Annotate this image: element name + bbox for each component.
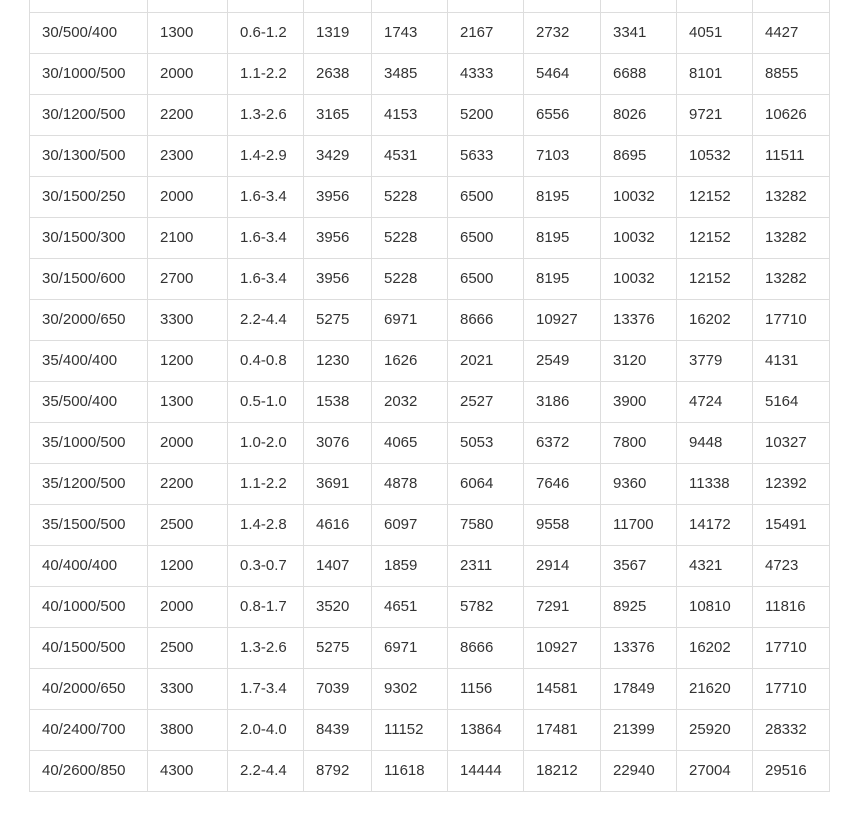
table-cell: 3429 (304, 136, 372, 177)
table-cell: 2527 (448, 382, 524, 423)
table-cell: 11152 (372, 710, 448, 751)
table-cell: 16202 (677, 300, 753, 341)
table-cell: 10927 (524, 300, 601, 341)
table-cell: 4153 (372, 95, 448, 136)
table-cell: 17710 (753, 628, 830, 669)
table-row (30, 136, 830, 177)
table-cell: 2300 (148, 136, 228, 177)
table-cell: 10032 (601, 218, 677, 259)
table-cell: 3567 (601, 546, 677, 587)
table-cell: 30/500/400 (30, 13, 148, 54)
table-row (30, 13, 830, 54)
table-cell: 5275 (304, 300, 372, 341)
table-cell: 5228 (372, 259, 448, 300)
table-cell: 35/1500/500 (30, 505, 148, 546)
table-cell: 12392 (753, 464, 830, 505)
table-cell: 1300 (148, 13, 228, 54)
table-cell: 8695 (601, 136, 677, 177)
table-cell: 27004 (677, 751, 753, 792)
table-cell: 2200 (148, 464, 228, 505)
table-cell: 1.6-3.4 (228, 259, 304, 300)
table-row (30, 382, 830, 423)
table-cell: 2638 (304, 54, 372, 95)
table-cell: 2100 (148, 218, 228, 259)
table-cell: 13864 (448, 710, 524, 751)
table-cell: 2000 (148, 54, 228, 95)
table-cell: 1.6-3.4 (228, 177, 304, 218)
table-cell: 3800 (148, 710, 228, 751)
table-cell: 2167 (448, 13, 524, 54)
table-cell: 12152 (677, 218, 753, 259)
table-cell: 25920 (677, 710, 753, 751)
table-cell: 14172 (677, 505, 753, 546)
table-cell: 1200 (148, 341, 228, 382)
table-cell: 10810 (677, 587, 753, 628)
table-cell: 0.6-1.2 (228, 13, 304, 54)
table-cell: 6556 (524, 95, 601, 136)
table-cell: 6500 (448, 259, 524, 300)
table-cell: 30/1500/600 (30, 259, 148, 300)
table-cell: 9558 (524, 505, 601, 546)
spec-table-container (29, 0, 829, 792)
table-cell: 35/400/400 (30, 341, 148, 382)
table-cell: 3300 (148, 669, 228, 710)
table-cell: 2.0-4.0 (228, 710, 304, 751)
table-cell: 2021 (448, 341, 524, 382)
table-cell: 2311 (448, 546, 524, 587)
table-row (30, 751, 830, 792)
table-cell: 22940 (601, 751, 677, 792)
table-cell (148, 0, 228, 13)
table-cell: 3165 (304, 95, 372, 136)
table-cell: 2000 (148, 423, 228, 464)
table-cell: 5164 (753, 382, 830, 423)
table-cell: 7580 (448, 505, 524, 546)
table-cell: 30/2000/650 (30, 300, 148, 341)
table-cell: 4616 (304, 505, 372, 546)
table-cell: 4333 (448, 54, 524, 95)
table-cell: 14444 (448, 751, 524, 792)
table-cell: 0.8-1.7 (228, 587, 304, 628)
table-cell: 3076 (304, 423, 372, 464)
table-cell: 1230 (304, 341, 372, 382)
table-row (30, 300, 830, 341)
table-cell: 3779 (677, 341, 753, 382)
table-cell: 4051 (677, 13, 753, 54)
table-cell: 1626 (372, 341, 448, 382)
table-row (30, 95, 830, 136)
table-cell: 1.0-2.0 (228, 423, 304, 464)
table-cell: 40/2600/850 (30, 751, 148, 792)
table-cell: 6064 (448, 464, 524, 505)
table-cell: 4065 (372, 423, 448, 464)
table-cell: 1200 (148, 546, 228, 587)
table-cell: 17710 (753, 669, 830, 710)
table-cell: 7646 (524, 464, 601, 505)
table-cell: 4531 (372, 136, 448, 177)
table-cell (677, 0, 753, 13)
table-cell: 2032 (372, 382, 448, 423)
table-cell: 3956 (304, 218, 372, 259)
table-cell: 21620 (677, 669, 753, 710)
table-cell: 12152 (677, 259, 753, 300)
table-cell: 8101 (677, 54, 753, 95)
table-cell: 2732 (524, 13, 601, 54)
table-cell: 5053 (448, 423, 524, 464)
table-cell: 9721 (677, 95, 753, 136)
table-cell: 3341 (601, 13, 677, 54)
table-cell: 9448 (677, 423, 753, 464)
table-cell: 29516 (753, 751, 830, 792)
table-cell: 3956 (304, 177, 372, 218)
table-cell: 30/1500/300 (30, 218, 148, 259)
table-cell: 1.1-2.2 (228, 464, 304, 505)
table-cell: 11511 (753, 136, 830, 177)
table-cell: 4427 (753, 13, 830, 54)
table-cell: 18212 (524, 751, 601, 792)
table-cell: 10532 (677, 136, 753, 177)
table-cell: 3956 (304, 259, 372, 300)
table-cell: 6500 (448, 177, 524, 218)
table-cell: 11700 (601, 505, 677, 546)
table-cell: 40/400/400 (30, 546, 148, 587)
table-cell: 8195 (524, 259, 601, 300)
table-cell: 13282 (753, 218, 830, 259)
table-cell: 5633 (448, 136, 524, 177)
table-cell: 1300 (148, 382, 228, 423)
table-cell: 1538 (304, 382, 372, 423)
table-cell: 5228 (372, 177, 448, 218)
table-cell: 15491 (753, 505, 830, 546)
table-cell: 1.1-2.2 (228, 54, 304, 95)
table-cell: 17710 (753, 300, 830, 341)
table-cell: 8855 (753, 54, 830, 95)
table-cell: 14581 (524, 669, 601, 710)
table-row (30, 259, 830, 300)
table-cell (372, 0, 448, 13)
table-cell: 13376 (601, 628, 677, 669)
table-cell: 1859 (372, 546, 448, 587)
table-cell (304, 0, 372, 13)
table-cell: 30/1200/500 (30, 95, 148, 136)
table-cell: 40/1500/500 (30, 628, 148, 669)
table-cell: 10327 (753, 423, 830, 464)
table-cell: 2.2-4.4 (228, 300, 304, 341)
table-cell: 3900 (601, 382, 677, 423)
table-cell: 5275 (304, 628, 372, 669)
table-cell: 9302 (372, 669, 448, 710)
table-cell: 2.2-4.4 (228, 751, 304, 792)
table-cell (601, 0, 677, 13)
table-cell: 10927 (524, 628, 601, 669)
table-cell: 6688 (601, 54, 677, 95)
table-cell: 2000 (148, 587, 228, 628)
table-cell: 4321 (677, 546, 753, 587)
table-cell: 8195 (524, 218, 601, 259)
table-cell: 10626 (753, 95, 830, 136)
table-cell: 1319 (304, 13, 372, 54)
table-row (30, 0, 830, 13)
table-cell: 0.3-0.7 (228, 546, 304, 587)
table-cell: 35/1000/500 (30, 423, 148, 464)
table-cell: 8666 (448, 628, 524, 669)
table-cell: 4724 (677, 382, 753, 423)
table-cell: 1.3-2.6 (228, 628, 304, 669)
table-cell: 4131 (753, 341, 830, 382)
table-cell: 11816 (753, 587, 830, 628)
table-cell: 6372 (524, 423, 601, 464)
table-row (30, 177, 830, 218)
table-cell: 11618 (372, 751, 448, 792)
spec-table (29, 0, 830, 792)
table-cell: 4300 (148, 751, 228, 792)
table-cell: 35/1200/500 (30, 464, 148, 505)
table-cell: 9360 (601, 464, 677, 505)
table-cell: 5228 (372, 218, 448, 259)
table-cell: 1156 (448, 669, 524, 710)
table-cell: 3485 (372, 54, 448, 95)
table-cell: 6971 (372, 300, 448, 341)
table-cell: 7103 (524, 136, 601, 177)
table-cell: 1.4-2.9 (228, 136, 304, 177)
table-cell: 13376 (601, 300, 677, 341)
table-row (30, 710, 830, 751)
table-cell: 8439 (304, 710, 372, 751)
table-row (30, 628, 830, 669)
table-row (30, 54, 830, 95)
table-cell: 3186 (524, 382, 601, 423)
table-cell (524, 0, 601, 13)
table-cell: 4723 (753, 546, 830, 587)
table-cell: 8195 (524, 177, 601, 218)
table-cell: 2200 (148, 95, 228, 136)
table-cell: 40/2400/700 (30, 710, 148, 751)
table-cell: 28332 (753, 710, 830, 751)
table-cell: 1.3-2.6 (228, 95, 304, 136)
table-cell: 6097 (372, 505, 448, 546)
table-cell (30, 0, 148, 13)
table-cell: 2914 (524, 546, 601, 587)
table-row (30, 464, 830, 505)
table-cell: 7800 (601, 423, 677, 464)
table-cell: 13282 (753, 259, 830, 300)
table-cell: 6500 (448, 218, 524, 259)
table-cell (448, 0, 524, 13)
table-cell: 1.7-3.4 (228, 669, 304, 710)
table-cell: 0.5-1.0 (228, 382, 304, 423)
table-body (30, 0, 830, 792)
table-cell: 1.6-3.4 (228, 218, 304, 259)
table-cell (753, 0, 830, 13)
table-cell: 11338 (677, 464, 753, 505)
table-cell: 3300 (148, 300, 228, 341)
table-cell: 17849 (601, 669, 677, 710)
table-cell: 17481 (524, 710, 601, 751)
table-cell: 4878 (372, 464, 448, 505)
table-row (30, 505, 830, 546)
table-cell: 30/1300/500 (30, 136, 148, 177)
table-cell: 7291 (524, 587, 601, 628)
table-cell: 0.4-0.8 (228, 341, 304, 382)
table-cell: 3120 (601, 341, 677, 382)
table-cell: 10032 (601, 259, 677, 300)
table-cell: 8792 (304, 751, 372, 792)
table-cell: 7039 (304, 669, 372, 710)
table-cell: 1743 (372, 13, 448, 54)
table-cell: 1407 (304, 546, 372, 587)
table-cell: 8925 (601, 587, 677, 628)
table-cell: 40/2000/650 (30, 669, 148, 710)
table-cell: 30/1000/500 (30, 54, 148, 95)
table-cell: 35/500/400 (30, 382, 148, 423)
table-cell: 2000 (148, 177, 228, 218)
table-row (30, 218, 830, 259)
table-cell: 3520 (304, 587, 372, 628)
table-cell: 6971 (372, 628, 448, 669)
table-cell: 40/1000/500 (30, 587, 148, 628)
table-cell: 2700 (148, 259, 228, 300)
table-cell: 5782 (448, 587, 524, 628)
table-cell: 8666 (448, 300, 524, 341)
table-cell: 2500 (148, 505, 228, 546)
table-row (30, 423, 830, 464)
table-cell: 10032 (601, 177, 677, 218)
table-row (30, 546, 830, 587)
table-cell: 13282 (753, 177, 830, 218)
table-row (30, 341, 830, 382)
table-row (30, 587, 830, 628)
table-cell: 5200 (448, 95, 524, 136)
table-cell: 16202 (677, 628, 753, 669)
table-cell (228, 0, 304, 13)
table-cell: 2500 (148, 628, 228, 669)
table-cell: 30/1500/250 (30, 177, 148, 218)
table-cell: 2549 (524, 341, 601, 382)
table-cell: 4651 (372, 587, 448, 628)
table-row (30, 669, 830, 710)
table-cell: 1.4-2.8 (228, 505, 304, 546)
table-cell: 8026 (601, 95, 677, 136)
table-cell: 3691 (304, 464, 372, 505)
table-cell: 12152 (677, 177, 753, 218)
table-cell: 21399 (601, 710, 677, 751)
table-cell: 5464 (524, 54, 601, 95)
